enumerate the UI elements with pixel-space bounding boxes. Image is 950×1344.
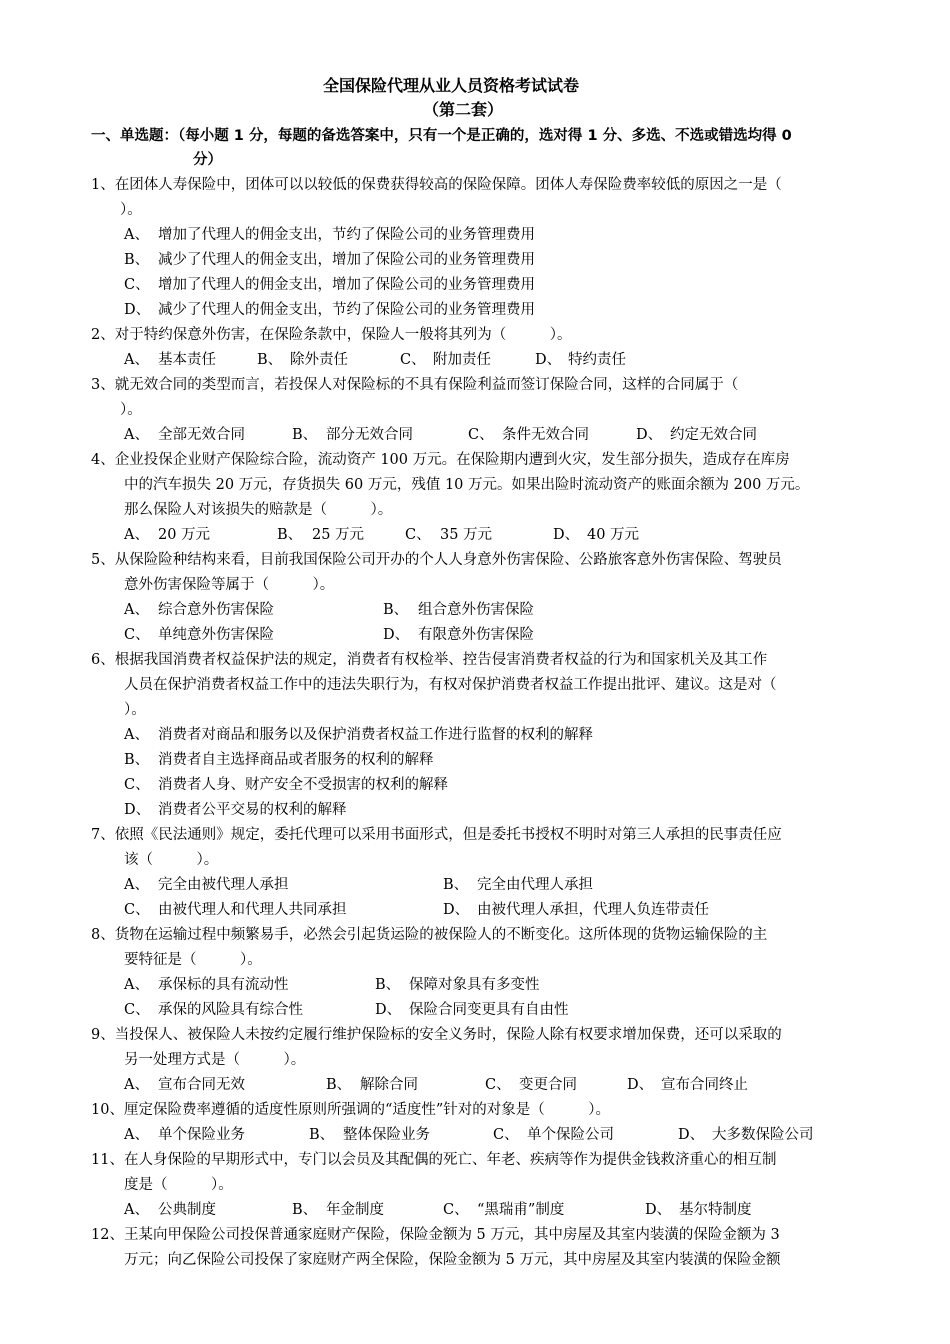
option-letter: B、 [277,527,303,543]
option-letter: B、 [292,1202,318,1218]
option-letter: B、 [257,352,283,368]
option-letter: D、 [627,1077,654,1093]
question-12-text-cont: 万元；向乙保险公司投保了家庭财产两全保险，保险金额为 5 万元，其中房屋及其室内装潢的保险金额 [124,1252,781,1268]
option-text: 单纯意外伤害保险 [158,627,274,643]
question-6-text: 6、根据我国消费者权益保护法的规定，消费者有权检举、控告侵害消费者权益的行为和国家机关及其工作 [91,652,768,668]
question-9-text-cont: 另一处理方式是（ ）。 [124,1052,306,1068]
question-6-text-cont: ）。 [124,702,146,718]
option-letter: A、 [124,877,149,893]
option-letter: C、 [400,352,426,368]
option-text: 单个保险业务 [158,1127,245,1143]
option-text: 公典制度 [158,1202,216,1218]
option-letter: D、 [636,427,663,443]
question-11-text: 11、在人身保险的早期形式中，专门以会员及其配偶的死亡、年老、疾病等作为提供金钱救济重心的相互制 [91,1152,777,1168]
option-letter: A、 [124,977,149,993]
option-text: 承保标的具有流动性 [158,977,289,993]
question-4-text: 4、企业投保企业财产保险综合险，流动资产 100 万元。在保险期内遭到火灾，发生部分损失，造成存在库房 [91,452,790,468]
option-text: 宣布合同终止 [661,1077,748,1093]
question-12-text: 12、王某向甲保险公司投保普通家庭财产保险，保险金额为 5 万元，其中房屋及其室内装潢的保险金额为 3 [91,1227,780,1243]
option-text: 保险合同变更具有自由性 [409,1002,569,1018]
option-text: 增加了代理人的佣金支出，增加了保险公司的业务管理费用 [158,277,535,293]
option-letter: B、 [443,877,469,893]
option-text: 承保的风险具有综合性 [158,1002,303,1018]
option-letter: A、 [124,352,149,368]
option-letter: C、 [405,527,431,543]
question-4-text-cont: 那么保险人对该损失的赔款是（ ）。 [124,502,393,518]
question-8-text-cont: 要特征是（ ）。 [124,952,262,968]
question-7-text-cont: 该（ ）。 [124,852,219,868]
option-letter: D、 [535,352,562,368]
option-letter: A、 [124,227,149,243]
option-letter: D、 [383,627,410,643]
option-letter: B、 [309,1127,335,1143]
option-text: 消费者自主选择商品或者服务的权利的解释 [158,752,434,768]
page-title: 全国保险代理从业人员资格考试试卷 [323,76,580,95]
option-letter: B、 [124,752,150,768]
question-3-text: 3、就无效合同的类型而言，若投保人对保险标的不具有保险利益而签订保险合同，这样的合同属于（ [91,377,739,393]
option-text: 解除合同 [360,1077,418,1093]
option-text: 消费者公平交易的权利的解释 [158,802,347,818]
option-letter: A、 [124,427,149,443]
option-text: “黑瑞甫”制度 [477,1202,565,1218]
option-letter: D、 [645,1202,672,1218]
option-text: 部分无效合同 [326,427,413,443]
option-text: 除外责任 [290,352,348,368]
option-text: 基尔特制度 [679,1202,752,1218]
option-text: 附加责任 [433,352,491,368]
option-letter: B、 [326,1077,352,1093]
option-text: 20 万元 [158,527,211,543]
option-text: 完全由代理人承担 [477,877,593,893]
option-letter: A、 [124,527,149,543]
option-text: 增加了代理人的佣金支出，节约了保险公司的业务管理费用 [158,227,535,243]
option-text: 变更合同 [519,1077,577,1093]
option-letter: D、 [124,302,151,318]
option-text: 大多数保险公司 [712,1127,814,1143]
option-text: 减少了代理人的佣金支出，增加了保险公司的业务管理费用 [158,252,535,268]
question-11-text-cont: 度是（ ）。 [124,1177,233,1193]
option-letter: D、 [553,527,580,543]
option-letter: C、 [443,1202,469,1218]
option-text: 保障对象具有多变性 [409,977,540,993]
option-letter: C、 [493,1127,519,1143]
option-text: 由被代理人和代理人共同承担 [158,902,347,918]
question-2-text: 2、对于特约保意外伤害，在保险条款中，保险人一般将其列为（ ）。 [91,327,572,343]
option-letter: C、 [124,902,150,918]
option-letter: D、 [375,1002,402,1018]
option-text: 40 万元 [587,527,640,543]
option-text: 完全由被代理人承担 [158,877,289,893]
option-text: 减少了代理人的佣金支出，节约了保险公司的业务管理费用 [158,302,535,318]
option-text: 35 万元 [440,527,493,543]
section-heading-cont: 分） [193,152,222,168]
option-letter: B、 [124,252,150,268]
option-text: 组合意外伤害保险 [418,602,534,618]
option-text: 消费者人身、财产安全不受损害的权利的解释 [158,777,448,793]
option-text: 综合意外伤害保险 [158,602,274,618]
option-letter: C、 [124,1002,150,1018]
section-heading: 一、单选题：（每小题 1 分，每题的备选答案中，只有一个是正确的，选对得 1 分、多选、不选或错选均得 0 [91,128,792,144]
page-subtitle: （第二套） [423,100,504,119]
option-letter: C、 [468,427,494,443]
option-text: 条件无效合同 [502,427,589,443]
option-text: 全部无效合同 [158,427,245,443]
question-3-text-cont: ）。 [120,402,142,418]
question-10-text: 10、厘定保险费率遵循的适度性原则所强调的“适度性”针对的对象是（ ）。 [91,1102,611,1118]
option-text: 有限意外伤害保险 [418,627,534,643]
option-text: 整体保险业务 [343,1127,430,1143]
question-5-text-cont: 意外伤害保险等属于（ ）。 [124,577,335,593]
option-letter: C、 [124,277,150,293]
option-letter: D、 [124,802,151,818]
option-text: 由被代理人承担，代理人负连带责任 [477,902,709,918]
option-letter: C、 [124,777,150,793]
option-letter: A、 [124,1077,149,1093]
option-text: 基本责任 [158,352,216,368]
question-6-text-cont: 人员在保护消费者权益工作中的违法失职行为，有权对保护消费者权益工作提出批评、建议。这是对（ [124,677,777,693]
option-text: 特约责任 [568,352,626,368]
question-1-text: 1、在团体人寿保险中，团体可以以较低的保费获得较高的保险保障。团体人寿保险费率较低的原因之一是（ [91,177,782,193]
question-9-text: 9、当投保人、被保险人未按约定履行维护保险标的安全义务时，保险人除有权要求增加保费，还可以采取的 [91,1027,782,1043]
option-letter: A、 [124,727,149,743]
option-text: 25 万元 [312,527,365,543]
question-4-text-cont: 中的汽车损失 20 万元，存货损失 60 万元，残值 10 万元。如果出险时流动资产的账面余额为 200 万元。 [124,477,810,493]
option-text: 约定无效合同 [670,427,757,443]
option-letter: C、 [485,1077,511,1093]
option-text: 单个保险公司 [527,1127,614,1143]
option-letter: B、 [383,602,409,618]
option-letter: A、 [124,1127,149,1143]
question-5-text: 5、从保险险种结构来看，目前我国保险公司开办的个人人身意外伤害保险、公路旅客意外伤害保险、驾驶员 [91,552,782,568]
question-1-text-cont: ）。 [120,202,142,218]
option-text: 消费者对商品和服务以及保护消费者权益工作进行监督的权利的解释 [158,727,593,743]
option-letter: D、 [678,1127,705,1143]
option-text: 年金制度 [326,1202,384,1218]
option-letter: B、 [292,427,318,443]
option-text: 宣布合同无效 [158,1077,245,1093]
question-7-text: 7、依照《民法通则》规定，委托代理可以采用书面形式，但是委托书授权不明时对第三人承担的民事责任应 [91,827,782,843]
option-letter: D、 [443,902,470,918]
option-letter: A、 [124,1202,149,1218]
option-letter: C、 [124,627,150,643]
option-letter: B、 [375,977,401,993]
question-8-text: 8、货物在运输过程中频繁易手，必然会引起货运险的被保险人的不断变化。这所体现的货物运输保险的主 [91,927,768,943]
option-letter: A、 [124,602,149,618]
